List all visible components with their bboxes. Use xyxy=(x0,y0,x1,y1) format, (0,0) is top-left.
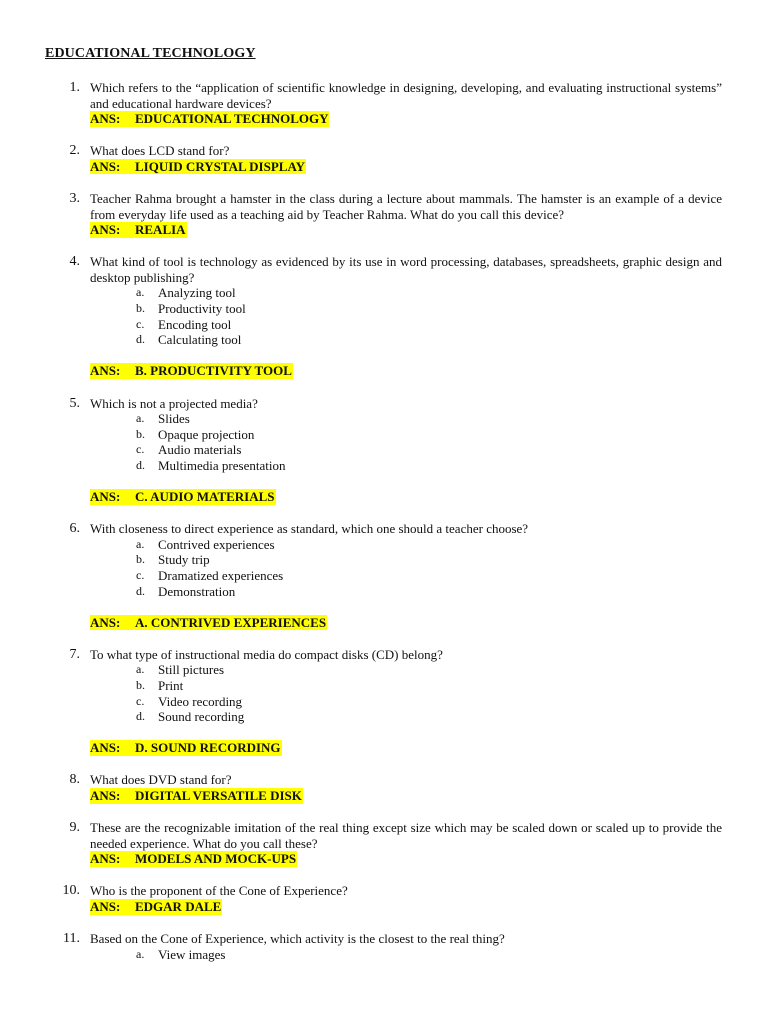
option-text: Contrived experiences xyxy=(158,536,275,552)
option-text: Multimedia presentation xyxy=(158,457,286,473)
question-4 xyxy=(0,254,768,379)
question-number: 6. xyxy=(69,521,80,537)
option-item xyxy=(90,537,722,553)
question-3 xyxy=(0,191,768,238)
option-item xyxy=(90,317,722,333)
option-text: Productivity tool xyxy=(158,301,246,317)
option-text: Demonstration xyxy=(158,583,236,599)
answer-label: ANS: xyxy=(90,222,121,238)
answer-text: LIQUID CRYSTAL DISPLAY xyxy=(135,158,306,174)
question-1 xyxy=(0,80,768,127)
option-item xyxy=(90,709,722,725)
option-item xyxy=(90,678,722,694)
answer-line xyxy=(90,851,297,867)
option-text: Encoding tool xyxy=(158,316,232,332)
question-text: With closeness to direct experience as standard, which one should a teacher choose? xyxy=(90,521,529,537)
option-letter: c. xyxy=(136,316,145,331)
question-9 xyxy=(0,820,768,867)
option-list xyxy=(90,537,722,599)
option-text: Study trip xyxy=(158,552,210,568)
answer-text: A. CONTRIVED EXPERIENCES xyxy=(135,614,327,630)
answer-text: MODELS AND MOCK-UPS xyxy=(135,851,297,867)
option-item xyxy=(90,552,722,568)
option-letter: c. xyxy=(136,567,145,582)
question-text: Teacher Rahma brought a hamster in the class during a lecture about mammals. The hamster is an example of a device from everyday life used as a teaching aid by Teacher Rahma. What do you call this device? xyxy=(90,190,722,222)
question-text: What does DVD stand for? xyxy=(90,772,232,788)
option-text: Sound recording xyxy=(158,709,245,725)
option-item xyxy=(90,442,722,458)
option-text: Opaque projection xyxy=(158,426,255,442)
question-text: Who is the proponent of the Cone of Experience? xyxy=(90,883,348,899)
question-number: 8. xyxy=(69,772,80,788)
answer-label: ANS: xyxy=(90,614,121,630)
answer-line xyxy=(90,363,293,379)
option-letter: a. xyxy=(136,536,145,551)
question-text: Which is not a projected media? xyxy=(90,395,258,411)
question-list xyxy=(0,80,768,979)
option-item xyxy=(90,285,722,301)
question-8 xyxy=(0,772,768,803)
answer-line xyxy=(90,159,306,175)
question-number: 1. xyxy=(69,80,80,95)
option-letter: d. xyxy=(136,583,145,598)
option-item xyxy=(90,332,722,348)
option-item xyxy=(90,411,722,427)
question-text: These are the recognizable imitation of the real thing except size which may be scaled down or scaled up to provide the needed experience. What do you call these? xyxy=(90,820,722,851)
option-list xyxy=(90,285,722,347)
document-title: EDUCATIONAL TECHNOLOGY xyxy=(45,46,256,61)
option-item xyxy=(90,458,722,474)
option-text: Audio materials xyxy=(158,442,242,458)
option-list xyxy=(90,947,722,963)
answer-text: DIGITAL VERSATILE DISK xyxy=(135,788,302,804)
answer-label: ANS: xyxy=(90,851,121,867)
answer-label: ANS: xyxy=(90,158,121,174)
option-text: View images xyxy=(158,946,226,962)
option-item xyxy=(90,694,722,710)
option-letter: b. xyxy=(136,552,145,567)
answer-line xyxy=(90,615,327,631)
option-letter: d. xyxy=(136,332,145,347)
option-item xyxy=(90,947,722,963)
option-item xyxy=(90,568,722,584)
answer-text: EDGAR DALE xyxy=(135,899,222,915)
answer-text: EDUCATIONAL TECHNOLOGY xyxy=(135,111,329,127)
answer-line xyxy=(90,788,303,804)
answer-label: ANS: xyxy=(90,489,121,505)
option-letter: c. xyxy=(136,693,145,708)
question-6 xyxy=(0,521,768,630)
answer-text: B. PRODUCTIVITY TOOL xyxy=(135,363,292,379)
option-letter: b. xyxy=(136,426,145,441)
question-text: Based on the Cone of Experience, which activity is the closest to the real thing? xyxy=(90,931,505,947)
option-text: Print xyxy=(158,678,184,693)
option-text: Slides xyxy=(158,411,190,427)
question-number: 11. xyxy=(63,931,80,947)
option-text: Dramatized experiences xyxy=(158,567,284,583)
option-letter: c. xyxy=(136,442,145,457)
answer-line xyxy=(90,489,276,505)
question-2 xyxy=(0,143,768,174)
option-item xyxy=(90,662,722,678)
option-text: Calculating tool xyxy=(158,332,242,348)
answer-text: REALIA xyxy=(135,222,186,238)
question-text: Which refers to the “application of scientific knowledge in designing, developing, and evaluating instructional systems” and educational hardware devices? xyxy=(90,80,722,111)
option-item xyxy=(90,301,722,317)
answer-text: C. AUDIO MATERIALS xyxy=(135,489,275,505)
option-text: Still pictures xyxy=(158,662,225,678)
option-letter: a. xyxy=(136,946,145,961)
option-text: Video recording xyxy=(158,693,243,709)
question-number: 3. xyxy=(69,190,80,206)
option-letter: b. xyxy=(136,301,145,316)
question-11 xyxy=(0,931,768,962)
question-5 xyxy=(0,396,768,505)
question-text: What does LCD stand for? xyxy=(90,143,230,159)
answer-line xyxy=(90,740,282,756)
option-item xyxy=(90,427,722,443)
option-letter: b. xyxy=(136,678,145,692)
answer-label: ANS: xyxy=(90,899,121,915)
question-number: 10. xyxy=(62,883,80,899)
option-letter: d. xyxy=(136,709,145,724)
answer-label: ANS: xyxy=(90,111,121,127)
answer-line xyxy=(90,222,187,238)
option-list xyxy=(90,411,722,473)
answer-label: ANS: xyxy=(90,363,121,379)
option-text: Analyzing tool xyxy=(158,285,236,301)
option-letter: d. xyxy=(136,457,145,472)
answer-label: ANS: xyxy=(90,740,121,756)
option-letter: a. xyxy=(136,285,145,300)
answer-label: ANS: xyxy=(90,788,121,804)
answer-line xyxy=(90,899,222,915)
question-10 xyxy=(0,883,768,914)
option-letter: a. xyxy=(136,411,145,426)
answer-text: D. SOUND RECORDING xyxy=(135,740,281,756)
question-text: What kind of tool is technology as evidenced by its use in word processing, databases, spreadsheets, graphic design and desktop publishing? xyxy=(90,254,722,285)
question-number: 7. xyxy=(69,646,80,662)
question-number: 4. xyxy=(69,254,80,270)
option-list xyxy=(90,662,722,724)
question-text: To what type of instructional media do compact disks (CD) belong? xyxy=(90,646,443,662)
question-number: 2. xyxy=(69,143,80,159)
option-letter: a. xyxy=(136,662,145,677)
question-7 xyxy=(0,647,768,756)
question-number: 5. xyxy=(69,395,80,411)
question-number: 9. xyxy=(69,820,80,836)
answer-line xyxy=(90,111,329,127)
option-item xyxy=(90,584,722,600)
